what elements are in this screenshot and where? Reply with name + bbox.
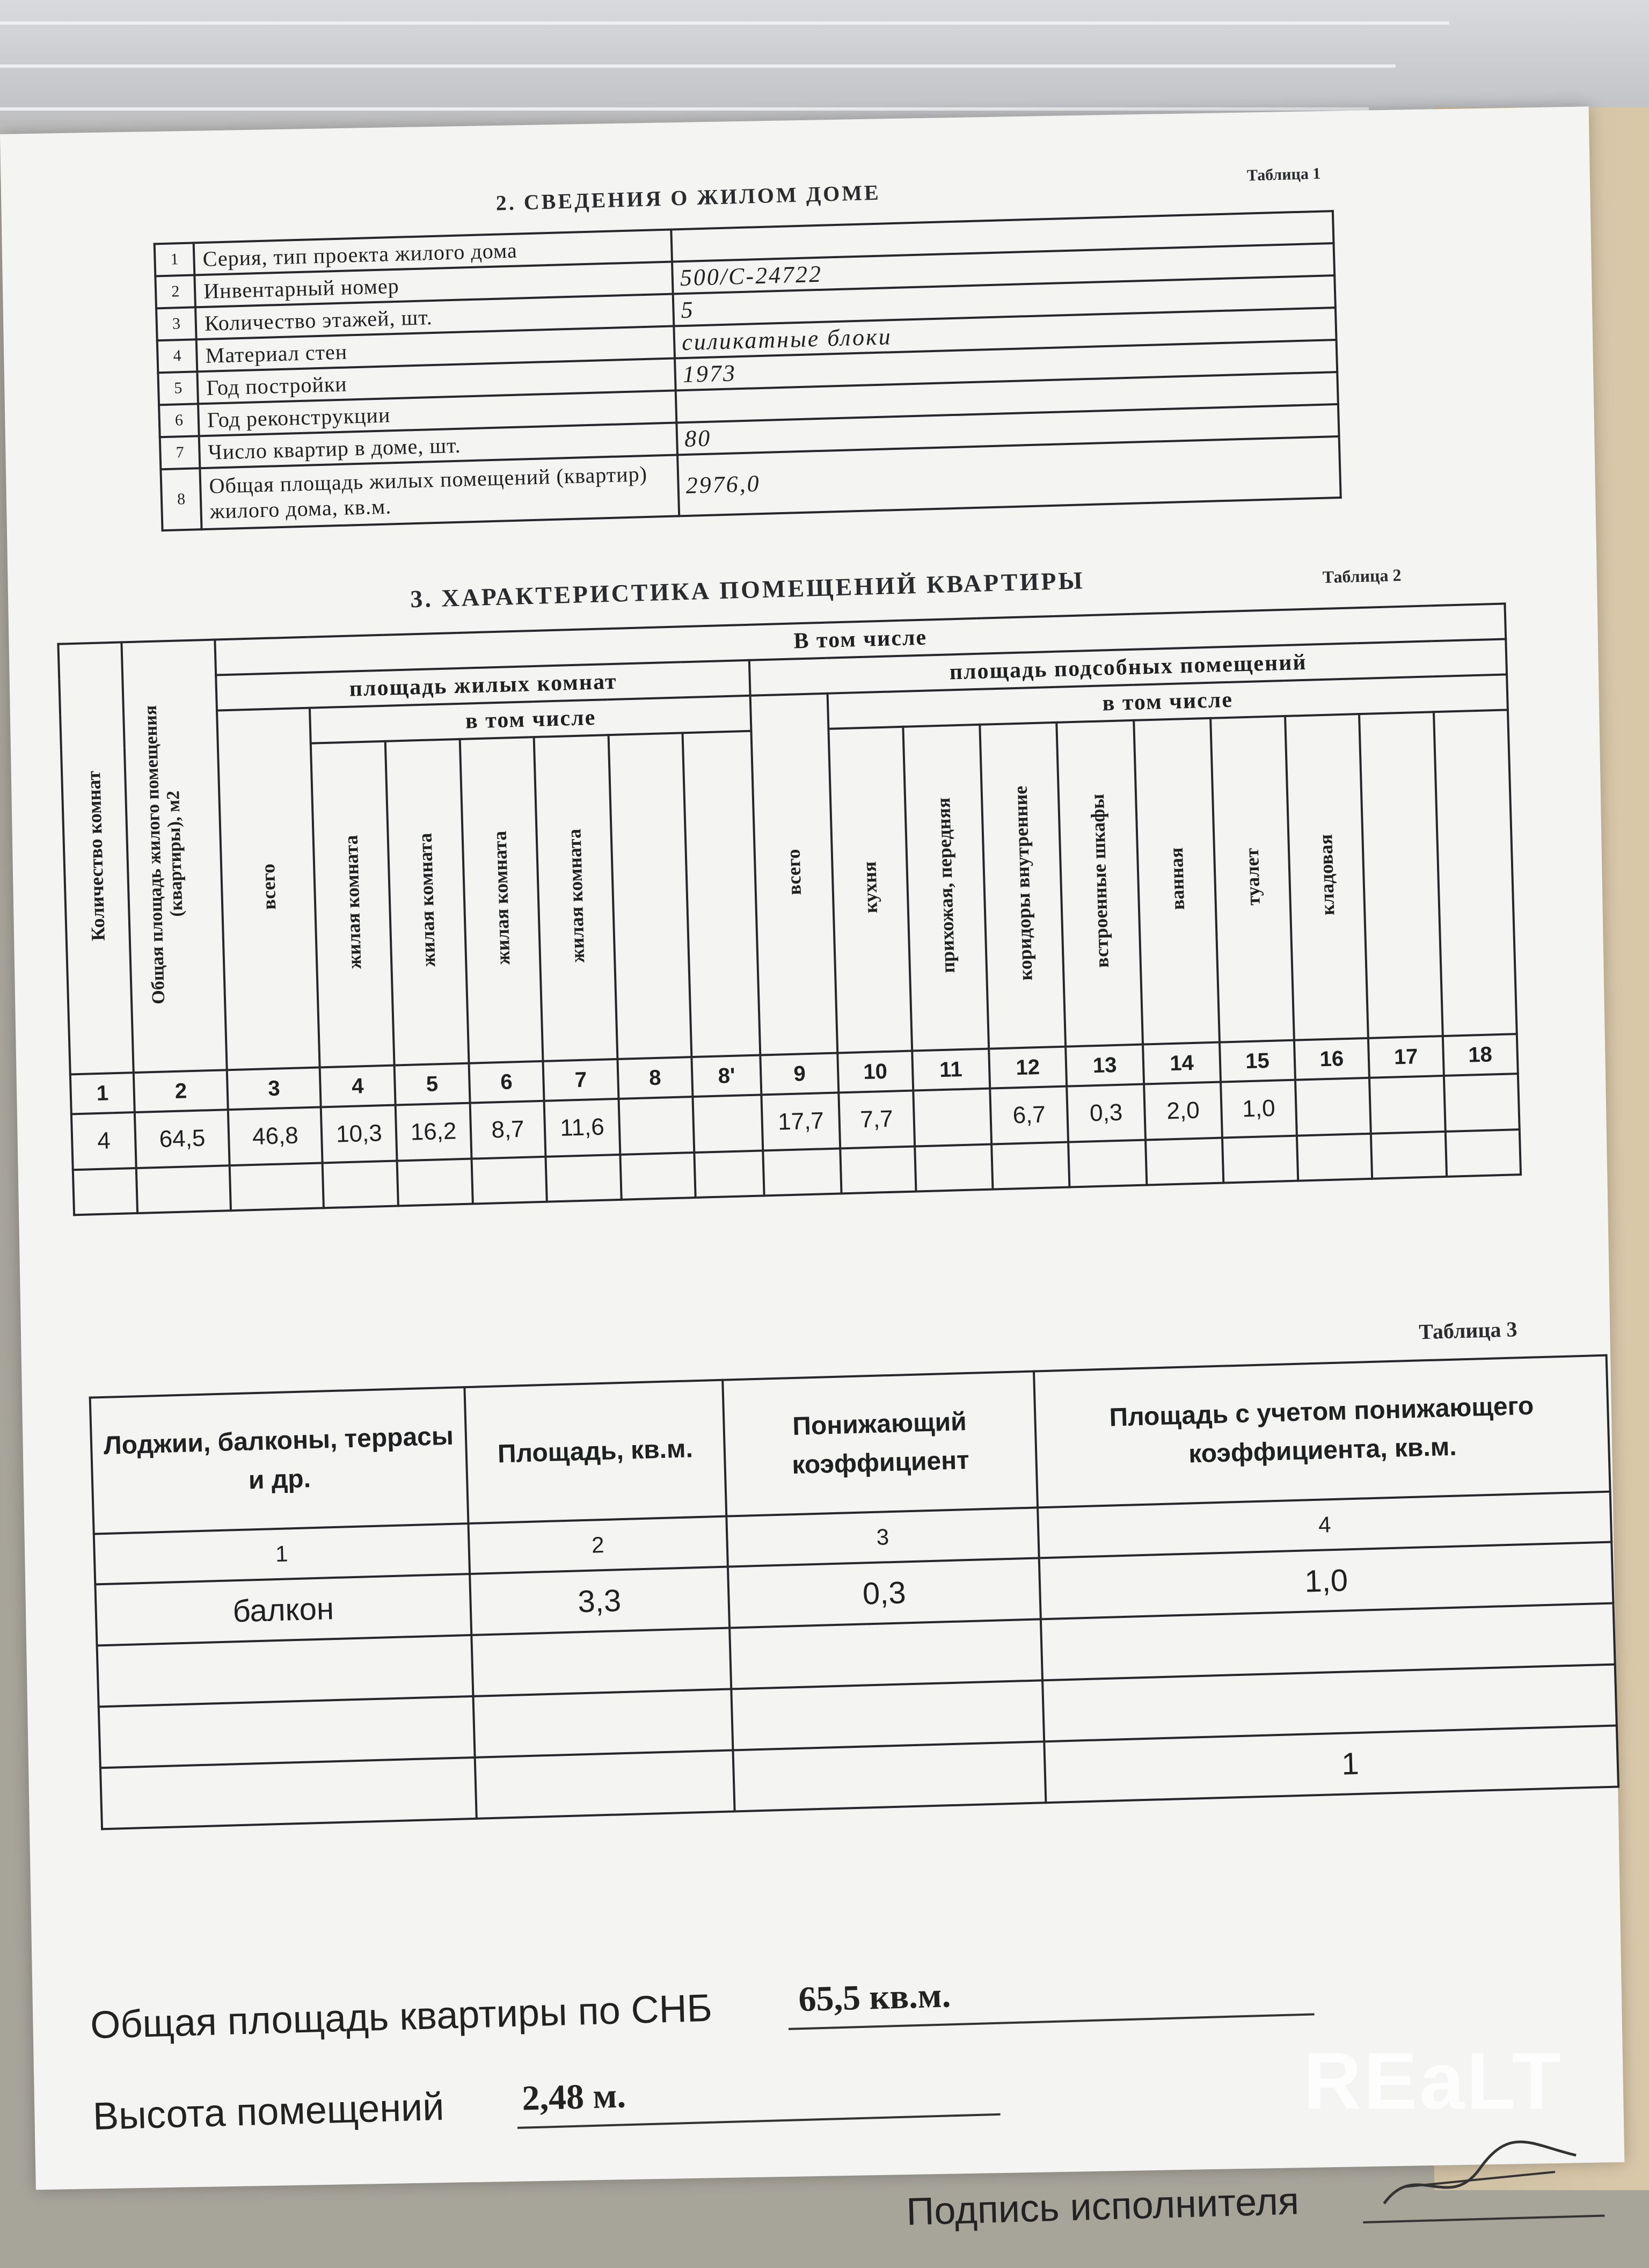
section3-title: 3. ХАРАКТЕРИСТИКА ПОМЕЩЕНИЙ КВАРТИРЫ: [410, 566, 1085, 613]
total-area-line: [90, 1967, 1379, 2057]
row-value: 500/С-24722: [672, 243, 1334, 294]
signature-label: Подпись исполнителя: [906, 2179, 1300, 2234]
col-rooms-header: Количество комнат: [58, 642, 134, 1074]
row-label: Серия, тип проекта жилого дома: [194, 230, 672, 275]
column-number: 2: [134, 1070, 228, 1112]
total-area-value: 65,5 кв.м.: [798, 1975, 952, 2019]
t3-header-coef: Понижающий коэффициент: [723, 1372, 1038, 1516]
col-aux-total-header: всего: [750, 694, 837, 1055]
row-value: 2976,0: [677, 436, 1341, 516]
data-cell: [1369, 1076, 1445, 1134]
col-toilet-header: туалет: [1210, 716, 1294, 1042]
column-number: 11: [912, 1049, 990, 1091]
row-number: 5: [158, 371, 198, 405]
column-number: 9: [761, 1053, 839, 1095]
col-18-header: [1433, 710, 1516, 1036]
column-number: 17: [1368, 1036, 1443, 1078]
column-number: 16: [1294, 1038, 1369, 1080]
t3-cell-reduced: 1,0: [1039, 1542, 1614, 1620]
data-cell: 46,8: [228, 1107, 323, 1165]
data-cell: 6,7: [990, 1086, 1068, 1144]
row-label: Число квартир в доме, шт.: [199, 422, 677, 468]
header-aux-area: площадь подсобных помещений: [749, 639, 1507, 695]
t3-index-4: 4: [1038, 1492, 1611, 1558]
table2-caption: Таблица 2: [1322, 565, 1402, 587]
data-cell: 7,7: [838, 1091, 914, 1149]
col-8-header: [608, 733, 691, 1059]
column-number: 12: [989, 1047, 1067, 1089]
data-cell: 64,5: [135, 1110, 229, 1168]
t3-index-3: 3: [726, 1507, 1039, 1566]
row-number: 3: [156, 307, 196, 340]
row-label: Общая площадь жилых помещений (квартир) жилого дома, кв.м.: [200, 455, 680, 529]
data-cell: [1295, 1078, 1371, 1136]
row-number: 7: [160, 436, 200, 469]
data-cell: 1,0: [1221, 1080, 1296, 1138]
col-8prime-header: [683, 731, 761, 1057]
col-17-header: [1359, 712, 1442, 1038]
col-room-3-header: жилая комната: [459, 737, 543, 1063]
column-number: 8: [617, 1057, 692, 1099]
data-cell: [1443, 1074, 1519, 1132]
row-number: 6: [159, 404, 199, 437]
realt-watermark: REaLT: [1303, 2036, 1563, 2126]
row-label: Количество этажей, шт.: [195, 294, 674, 340]
column-number: 14: [1143, 1042, 1221, 1084]
data-cell: 11,6: [544, 1099, 620, 1157]
data-cell: [618, 1097, 694, 1155]
col-room-4-header: жилая комната: [534, 735, 617, 1061]
t3-total-cell: 1: [1044, 1725, 1618, 1803]
row-label: Инвентарный номер: [195, 262, 673, 308]
room-height-line: [92, 2059, 1382, 2148]
t3-cell-type: балкон: [95, 1574, 471, 1645]
column-number: 15: [1220, 1040, 1295, 1082]
column-number: 6: [469, 1061, 544, 1103]
t3-header-area: Площадь, кв.м.: [464, 1380, 726, 1523]
data-cell: [913, 1089, 991, 1147]
row-label: Материал стен: [196, 326, 675, 371]
signature-line: [906, 2170, 1604, 2243]
row-number: 1: [155, 243, 195, 276]
data-cell: 17,7: [762, 1092, 840, 1150]
column-number: 1: [70, 1073, 135, 1114]
row-number: 4: [157, 339, 198, 373]
row-value: силикатные блоки: [674, 308, 1336, 358]
t3-index-1: 1: [94, 1523, 470, 1584]
column-number: 5: [395, 1063, 470, 1105]
data-cell: 8,7: [470, 1101, 545, 1159]
col-total-area-header: Общая площадь жилого помещения (квартиры), м2: [122, 640, 227, 1073]
apartment-rooms-table: [57, 602, 1522, 1216]
col-closets-header: встроенные шкафы: [1057, 720, 1143, 1047]
row-number: 8: [160, 468, 201, 530]
data-cell: 2,0: [1144, 1082, 1222, 1140]
room-height-value: 2,48 м.: [521, 2076, 626, 2118]
column-number: 7: [543, 1059, 619, 1101]
header-including: В том числе: [215, 603, 1506, 675]
document-sheet: [0, 106, 1624, 2234]
row-value: 1973: [675, 340, 1337, 390]
table3-caption: Таблица 3: [1418, 1317, 1517, 1344]
data-cell: 0,3: [1067, 1084, 1145, 1142]
t3-cell-coef: 0,3: [727, 1558, 1041, 1628]
col-kitchen-header: кухня: [828, 727, 911, 1053]
column-number: 13: [1066, 1045, 1143, 1086]
col-corridor-header: коридоры внутренние: [980, 723, 1066, 1049]
col-hall-header: прихожая, передняя: [903, 725, 989, 1051]
col-storage-header: кладовая: [1285, 714, 1368, 1040]
t3-header-reduced: Площадь с учетом понижающего коэффициента, кв.м.: [1034, 1355, 1610, 1508]
data-cell: 16,2: [396, 1103, 472, 1161]
table1-caption: Таблица 1: [1246, 164, 1321, 185]
row-label: Год постройки: [198, 358, 676, 404]
data-cell: [693, 1095, 763, 1153]
building-info-table: [154, 210, 1342, 531]
balcony-table: [89, 1354, 1619, 1831]
column-number: 4: [320, 1066, 396, 1107]
col-room-1-header: жилая комната: [311, 741, 394, 1068]
column-number: 18: [1442, 1034, 1518, 1076]
col-living-total-header: всего: [217, 708, 320, 1070]
signature-scribble: [1371, 2133, 1588, 2225]
t3-header-type: Лоджии, балконы, террасы и др.: [90, 1387, 469, 1534]
header-aux-including: в том числе: [828, 674, 1508, 728]
room-height-label: Высота помещений: [92, 2085, 445, 2138]
column-number: 10: [837, 1051, 913, 1093]
col-room-2-header: жилая комната: [385, 739, 469, 1066]
row-value: 5: [673, 275, 1336, 326]
header-living-including: в том числе: [310, 696, 751, 743]
header-living-area: площадь жилых комнат: [216, 660, 750, 711]
row-label: Год реконструкции: [198, 390, 676, 436]
row-value: 80: [676, 404, 1339, 455]
column-number: 3: [227, 1067, 321, 1110]
section2-title: 2. СВЕДЕНИЯ О ЖИЛОМ ДОМЕ: [495, 180, 881, 215]
t3-index-2: 2: [468, 1516, 727, 1574]
total-area-label: Общая площадь квартиры по СНБ: [90, 1986, 713, 2047]
data-cell: 10,3: [321, 1105, 397, 1163]
t3-cell-area: 3,3: [470, 1567, 729, 1635]
col-bath-header: ванная: [1134, 718, 1220, 1045]
column-number: 8': [691, 1055, 761, 1097]
row-number: 2: [155, 275, 195, 308]
data-cell: 4: [71, 1112, 136, 1170]
